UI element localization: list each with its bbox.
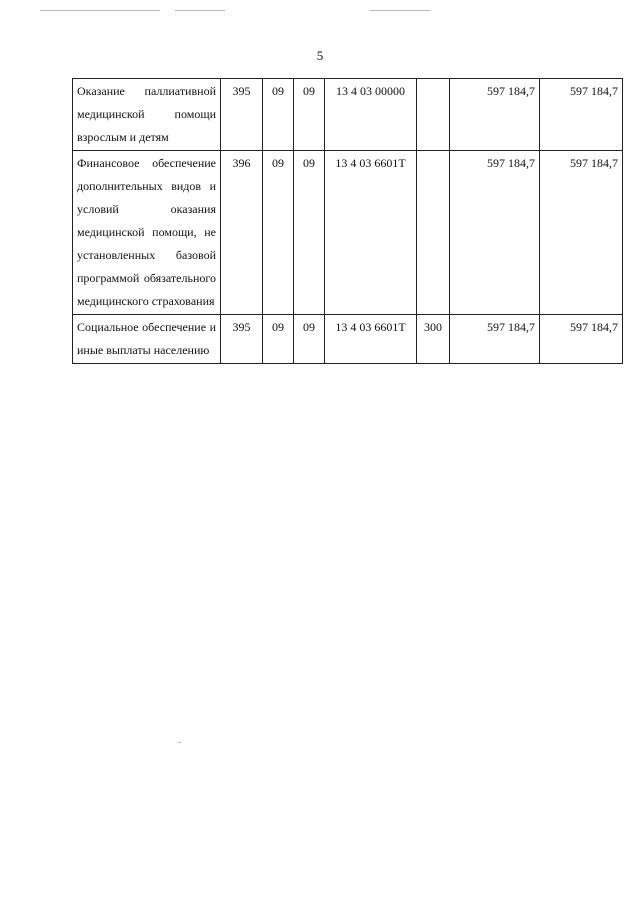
table-row (73, 315, 623, 364)
row-name: Социальное обеспечение и иные выплаты населению (73, 315, 221, 364)
row-target: 13 4 03 6601Т (325, 151, 417, 315)
row-expense-type (417, 79, 450, 151)
row-code: 395 (221, 79, 263, 151)
row-amount-2: 597 184,7 (540, 79, 623, 151)
row-subsection: 09 (294, 79, 325, 151)
row-expense-type: 300 (417, 315, 450, 364)
row-name: Финансовое обеспечение дополнительных видов и условий оказания медицинской помощи, не установленных базовой программой обязательного медицинского страхования (73, 151, 221, 315)
row-subsection: 09 (294, 315, 325, 364)
row-amount-1: 597 184,7 (450, 79, 540, 151)
row-target: 13 4 03 6601Т (325, 315, 417, 364)
page-number: 5 (316, 48, 324, 63)
table-row (73, 151, 623, 315)
row-amount-2: 597 184,7 (540, 315, 623, 364)
row-code: 396 (221, 151, 263, 315)
budget-table (72, 78, 623, 364)
row-name: Оказание паллиативной медицинской помощи взрослым и детям (73, 79, 221, 151)
row-expense-type (417, 151, 450, 315)
row-amount-1: 597 184,7 (450, 315, 540, 364)
row-subsection: 09 (294, 151, 325, 315)
row-target: 13 4 03 00000 (325, 79, 417, 151)
row-section: 09 (263, 79, 294, 151)
table-row (73, 79, 623, 151)
row-amount-2: 597 184,7 (540, 151, 623, 315)
row-code: 395 (221, 315, 263, 364)
row-section: 09 (263, 151, 294, 315)
row-section: 09 (263, 315, 294, 364)
row-amount-1: 597 184,7 (450, 151, 540, 315)
